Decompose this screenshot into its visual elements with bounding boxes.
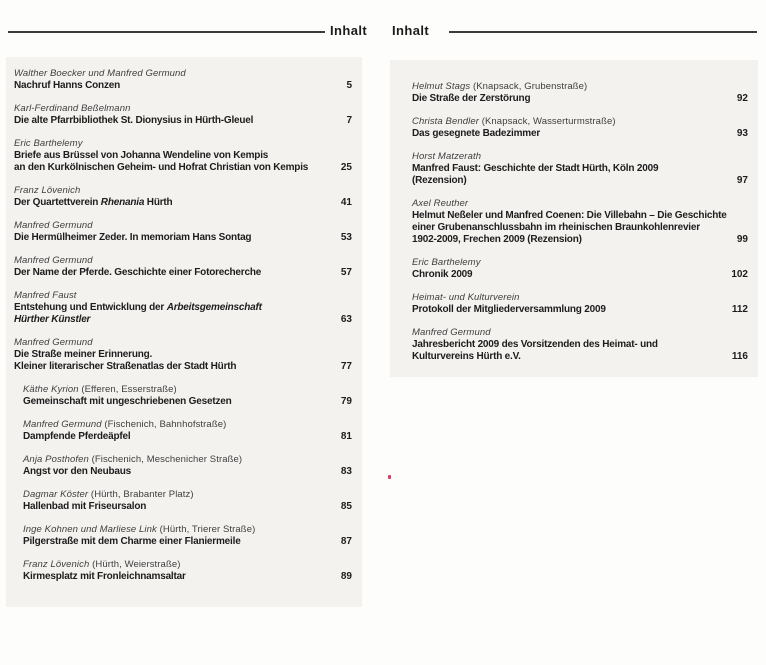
entry-title bbox=[14, 349, 352, 373]
toc-entry bbox=[412, 198, 748, 246]
entry-title-line bbox=[14, 349, 318, 361]
entry-author: Inge Kohnen und Marliese Link bbox=[23, 524, 157, 535]
entry-title-line bbox=[23, 536, 318, 548]
entry-title bbox=[14, 80, 352, 92]
entry-title-line bbox=[412, 304, 714, 316]
entry-title-line bbox=[23, 571, 318, 583]
entry-title bbox=[14, 150, 352, 174]
toc-entry bbox=[14, 384, 352, 408]
entry-author-location: (Fischenich, Meschenicher Straße) bbox=[88, 454, 243, 465]
entry-author: Anja Posthofen bbox=[23, 454, 89, 465]
entry-title-line bbox=[412, 339, 714, 351]
entry-author-line bbox=[23, 419, 352, 431]
header-rule-right bbox=[449, 31, 757, 33]
entry-title-line bbox=[412, 163, 714, 175]
entry-author-line bbox=[14, 337, 352, 349]
entry-title-line bbox=[23, 466, 318, 478]
entry-title-line bbox=[412, 128, 714, 140]
toc-entry bbox=[14, 138, 352, 174]
title-segment: Der Quartettverein bbox=[14, 197, 101, 208]
title-segment: Entstehung und Entwicklung der bbox=[14, 302, 167, 313]
entry-page-number: 57 bbox=[340, 267, 352, 278]
entry-title-line bbox=[14, 361, 318, 373]
toc-entry bbox=[14, 290, 352, 326]
entry-title bbox=[23, 466, 352, 478]
title-segment-italic: Hürther Künstler bbox=[14, 314, 91, 325]
page-header-right: Inhalt bbox=[392, 23, 430, 38]
toc-entry bbox=[14, 185, 352, 209]
entry-author-line bbox=[23, 384, 352, 396]
toc-panel-left bbox=[6, 57, 362, 607]
scan-speck bbox=[388, 475, 391, 479]
entry-page-number: 92 bbox=[736, 93, 748, 104]
entry-author: Käthe Kyrion bbox=[23, 384, 79, 395]
toc-entry bbox=[412, 151, 748, 187]
entry-title-line bbox=[14, 162, 318, 174]
entry-page-number: 63 bbox=[340, 314, 352, 325]
entry-page-number: 77 bbox=[340, 361, 352, 372]
title-segment: Die alte Pfarrbibliothek St. Dionysius in Hürth-Gleuel bbox=[14, 115, 254, 126]
entry-title-line bbox=[23, 396, 318, 408]
entry-title-line bbox=[412, 175, 714, 187]
toc-entry bbox=[14, 337, 352, 373]
entry-title-line bbox=[23, 501, 318, 513]
entry-author: Manfred Faust bbox=[14, 290, 77, 301]
entry-author-line bbox=[14, 220, 352, 232]
entry-author-line bbox=[23, 489, 352, 501]
entry-author-line bbox=[412, 327, 748, 339]
title-segment: Angst vor den Neubaus bbox=[23, 466, 132, 477]
entry-page-number: 81 bbox=[340, 431, 352, 442]
toc-entry bbox=[412, 257, 748, 281]
entry-title bbox=[412, 210, 748, 246]
entry-page-number: 41 bbox=[340, 197, 352, 208]
toc-entry bbox=[14, 255, 352, 279]
entry-author: Manfred Germund bbox=[14, 220, 93, 231]
toc-entry bbox=[14, 559, 352, 583]
entry-page-number: 102 bbox=[731, 269, 748, 280]
title-segment: Nachruf Hanns Conzen bbox=[14, 80, 121, 91]
entry-title bbox=[23, 431, 352, 443]
entry-author: Walther Boecker und Manfred Germund bbox=[14, 68, 186, 79]
title-segment: Dampfende Pferdeäpfel bbox=[23, 431, 131, 442]
title-segment: Pilgerstraße mit dem Charme einer Flaniermeile bbox=[23, 536, 241, 547]
entry-author: Eric Barthelemy bbox=[14, 138, 83, 149]
entry-title-line bbox=[14, 80, 318, 92]
entry-page-number: 116 bbox=[731, 351, 748, 362]
entry-title-line bbox=[14, 150, 318, 162]
title-segment: Die Straße meiner Erinnerung. bbox=[14, 349, 153, 360]
header-rule-left bbox=[8, 31, 325, 33]
entry-author-line bbox=[412, 257, 748, 269]
toc-entry bbox=[412, 116, 748, 140]
title-segment: Hallenbad mit Friseursalon bbox=[23, 501, 147, 512]
entry-title-line bbox=[412, 351, 714, 363]
toc-entry bbox=[412, 81, 748, 105]
entry-author-location: (Hürth, Trierer Straße) bbox=[156, 524, 256, 535]
title-segment: Kulturvereins Hürth e.V. bbox=[412, 351, 521, 362]
entry-title bbox=[14, 267, 352, 279]
entry-author-location: (Fischenich, Bahnhofstraße) bbox=[101, 419, 227, 430]
entry-page-number: 79 bbox=[340, 396, 352, 407]
title-segment: Die Straße der Zerstörung bbox=[412, 93, 531, 104]
entry-title bbox=[23, 396, 352, 408]
entry-title-line bbox=[14, 197, 318, 209]
title-segment: (Rezension) bbox=[412, 175, 467, 186]
entry-title bbox=[412, 339, 748, 363]
title-segment: Helmut Neßeler und Manfred Coenen: Die Villebahn – Die Geschichte bbox=[412, 210, 727, 221]
title-segment-italic: Arbeitsgemeinschaft bbox=[166, 302, 262, 313]
entry-page-number: 97 bbox=[736, 175, 748, 186]
toc-entry bbox=[14, 103, 352, 127]
entry-author-line bbox=[412, 151, 748, 163]
title-segment: Kirmesplatz mit Fronleichnamsaltar bbox=[23, 571, 186, 582]
entry-title bbox=[412, 93, 748, 105]
entry-author: Manfred Germund bbox=[23, 419, 102, 430]
title-segment-italic: Rhenania bbox=[100, 197, 145, 208]
entry-author-line bbox=[412, 81, 748, 93]
toc-entry bbox=[14, 419, 352, 443]
entry-author-line bbox=[23, 524, 352, 536]
entry-title bbox=[23, 501, 352, 513]
entry-title-line bbox=[14, 232, 318, 244]
entry-page-number: 25 bbox=[340, 162, 352, 173]
toc-entry bbox=[412, 327, 748, 363]
toc-entry bbox=[412, 292, 748, 316]
entry-page-number: 87 bbox=[340, 536, 352, 547]
entry-author: Manfred Germund bbox=[14, 337, 93, 348]
entry-author: Manfred Germund bbox=[412, 327, 491, 338]
entry-title bbox=[14, 115, 352, 127]
title-segment: Der Name der Pferde. Geschichte einer Fotorecherche bbox=[14, 267, 262, 278]
entry-title-line bbox=[14, 267, 318, 279]
toc-entry bbox=[14, 68, 352, 92]
entry-author-line bbox=[412, 292, 748, 304]
title-segment: Kleiner literarischer Straßenatlas der Stadt Hürth bbox=[14, 361, 237, 372]
entry-page-number: 53 bbox=[340, 232, 352, 243]
entry-page-number: 85 bbox=[340, 501, 352, 512]
entry-title-line bbox=[412, 269, 714, 281]
entry-title bbox=[14, 232, 352, 244]
entry-author-line bbox=[14, 290, 352, 302]
title-segment: einer Grubenanschlussbahn im rheinischen Braunkohlenrevier bbox=[412, 222, 700, 233]
entry-page-number: 99 bbox=[736, 234, 748, 245]
entry-title bbox=[23, 571, 352, 583]
entry-author: Axel Reuther bbox=[412, 198, 469, 209]
entry-author-line bbox=[14, 138, 352, 150]
title-segment: an den Kurkölnischen Geheim- und Hofrat Christian von Kempis bbox=[14, 162, 309, 173]
entry-title-line bbox=[412, 234, 714, 246]
entry-title-line bbox=[14, 115, 318, 127]
entry-title bbox=[412, 269, 748, 281]
entry-author: Heimat- und Kulturverein bbox=[412, 292, 520, 303]
entry-title-line bbox=[14, 302, 318, 314]
entry-page-number: 112 bbox=[731, 304, 748, 315]
title-segment: 1902-2009, Frechen 2009 (Rezension) bbox=[412, 234, 582, 245]
entry-page-number: 5 bbox=[346, 80, 352, 91]
title-segment: Jahresbericht 2009 des Vorsitzenden des Heimat- und bbox=[412, 339, 658, 350]
entry-title-line bbox=[412, 210, 727, 222]
toc-entry bbox=[14, 489, 352, 513]
entry-title-line bbox=[412, 93, 714, 105]
entry-author: Franz Lövenich bbox=[14, 185, 81, 196]
toc-entry bbox=[14, 220, 352, 244]
entry-author-location: (Hürth, Brabanter Platz) bbox=[88, 489, 194, 500]
entry-title bbox=[412, 128, 748, 140]
entry-title bbox=[14, 197, 352, 209]
entry-author-line bbox=[412, 198, 748, 210]
title-segment: Hürth bbox=[144, 197, 173, 208]
entry-author-line bbox=[23, 559, 352, 571]
entry-title bbox=[412, 163, 748, 187]
entry-title bbox=[412, 304, 748, 316]
entry-title bbox=[23, 536, 352, 548]
page-header-left: Inhalt bbox=[330, 23, 368, 38]
toc-entry bbox=[14, 524, 352, 548]
entry-author: Karl-Ferdinand Beßelmann bbox=[14, 103, 131, 114]
entry-page-number: 83 bbox=[340, 466, 352, 477]
title-segment: Chronik 2009 bbox=[412, 269, 473, 280]
entry-author: Eric Barthelemy bbox=[412, 257, 481, 268]
title-segment: Die Hermülheimer Zeder. In memoriam Hans Sontag bbox=[14, 232, 252, 243]
entry-author-location: (Knapsack, Grubenstraße) bbox=[470, 81, 588, 92]
entry-author: Christa Bendler bbox=[412, 116, 479, 127]
title-segment: Manfred Faust: Geschichte der Stadt Hürth, Köln 2009 bbox=[412, 163, 659, 174]
entry-page-number: 7 bbox=[346, 115, 352, 126]
title-segment: Briefe aus Brüssel von Johanna Wendeline von Kempis bbox=[14, 150, 269, 161]
entry-author: Horst Matzerath bbox=[412, 151, 482, 162]
entry-author-line bbox=[14, 255, 352, 267]
entry-author-location: (Knapsack, Wasserturmstraße) bbox=[478, 116, 616, 127]
entry-author: Helmut Stags bbox=[412, 81, 471, 92]
title-segment: Das gesegnete Badezimmer bbox=[412, 128, 541, 139]
title-segment: Protokoll der Mitgliederversammlung 2009 bbox=[412, 304, 606, 315]
entry-author-line bbox=[14, 68, 352, 80]
entry-author: Dagmar Köster bbox=[23, 489, 89, 500]
entry-author: Franz Lövenich bbox=[23, 559, 90, 570]
entry-title bbox=[14, 302, 352, 326]
title-segment: Gemeinschaft mit ungeschriebenen Gesetzen bbox=[23, 396, 232, 407]
entry-page-number: 93 bbox=[736, 128, 748, 139]
toc-entry bbox=[14, 454, 352, 478]
entry-author-line bbox=[14, 103, 352, 115]
entry-author-line bbox=[14, 185, 352, 197]
entry-page-number: 89 bbox=[340, 571, 352, 582]
entry-author-location: (Hürth, Weierstraße) bbox=[89, 559, 181, 570]
entry-author-line bbox=[23, 454, 352, 466]
entry-author: Manfred Germund bbox=[14, 255, 93, 266]
toc-panel-right bbox=[390, 60, 758, 377]
entry-author-location: (Efferen, Esserstraße) bbox=[78, 384, 177, 395]
entry-author-line bbox=[412, 116, 748, 128]
entry-title-line bbox=[23, 431, 318, 443]
entry-title-line bbox=[14, 314, 318, 326]
entry-title-line bbox=[412, 222, 714, 234]
